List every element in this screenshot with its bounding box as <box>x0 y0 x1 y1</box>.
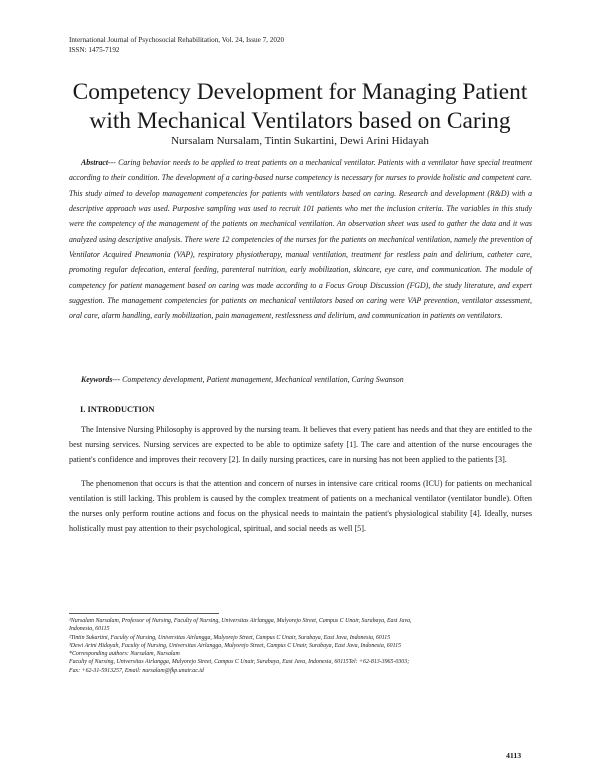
abstract-label: Abstract--- <box>81 158 116 167</box>
footnote-line: Indonesia, 60115 <box>69 626 110 633</box>
section-heading-introduction: I. INTRODUCTION <box>80 405 155 414</box>
abstract-text: Caring behavior needs to be applied to treat patients on a mechanical ventilator. Patients with a ventilator have special treatment according to their condition. The development of a caring-based nurse competency is necessary for nurses to provide holistic and competent care. This study aimed to develop management competencies for patients with ventilators based on caring. Research and development (R&D) with a descriptive approach was used. Purposive sampling was used to recruit 101 patients who met the inclusion criteria. The variables in this study were the competency of the management of the patients on mechanical ventilation. An observation sheet was used to gather the data and it was analyzed using descriptive analysis. There were 12 competencies of the nurses for the patients on mechanical ventilation, namely the prevention of Ventilator Acquired Pneumonia (VAP), respiratory physiotherapy, manual ventilation, treatment for restless pain and delirium, catheter care, promoting regular defecation, enteral feeding, parenteral nutrition, early mobilization, skincare, eye care, and communication. The module of competency for patient management based on caring was made according to a Focus Group Discussion (FGD), the study literature, and expert suggestion. The management competencies for patients on mechanical ventilators based on caring were VAP prevention, ventilator assessment, oral care, alarm handling, early mobilization, pain management, restlessness and delirium, and communication in patients on ventilators. <box>69 158 532 321</box>
footnote-divider <box>69 613 219 614</box>
page-number: 4113 <box>506 751 522 760</box>
introduction-body <box>69 422 532 544</box>
title-line-2: with Mechanical Ventilators based on Caring <box>89 107 511 134</box>
keywords-text: Competency development, Patient management, Mechanical ventilation, Caring Swanson <box>120 375 404 384</box>
footnote-line: ³Dewi Arini Hidayah, Faculty of Nursing, Universitas Airlangga, Mulyorejo Street, Campus C Unair, Surabaya, East Java, Indonesia, 60115 <box>69 642 402 649</box>
author-list: Nursalam Nursalam, Tintin Sukartini, Dewi Arini Hidayah <box>171 135 429 147</box>
footnote-line: ²Tintin Sukartini, Faculty of Nursing, Universitas Airlangga, Mulyorejo Street, Campus C Unair, Surabaya, East Java, Indonesia, 60115 <box>69 634 391 641</box>
title-line-1: Competency Development for Managing Patient <box>72 79 528 105</box>
journal-header <box>69 36 284 55</box>
paper-title <box>40 78 560 135</box>
body-paragraph: The phenomenon that occurs is that the attention and concern of nurses in intensive care critical rooms (ICU) for patients on mechanical ventilation is still lacking. This problem is caused by the complex treatment of patients on a mechanical ventilator (ventilator bundle). Often the nurses only perform routine actions and focus on the physical needs to maintain the patient's physiological stability [4]. Ideally, nurses holistically must pay attention to their psychological, spiritual, and social needs as well [5]. <box>69 478 532 534</box>
body-paragraph: The Intensive Nursing Philosophy is approved by the nursing team. It believes that every patient has needs and that they are entitled to the best nursing services. Nursing services are expected to be able to optimize safety [1]. The care and attention of the nurse encourages the patient's confidence and improves their recovery [2]. In daily nursing practices, care in nursing has not been applied to the patients [3]. <box>69 425 532 465</box>
issn: ISSN: 1475-7192 <box>69 45 120 54</box>
footnote-line: Fax: +62-31-5913257, Email: nursalam@fkp.unair.ac.id <box>69 667 204 674</box>
footnotes <box>69 617 532 675</box>
footnote-line: ¹Nursalam Nursalam, Professor of Nursing, Faculty of Nursing, Universitas Airlangga, Mulyorejo Street, Campus C Unair, Surabaya, East Java, <box>69 618 412 624</box>
keywords <box>81 374 532 385</box>
journal-citation: International Journal of Psychosocial Rehabilitation, Vol. 24, Issue 7, 2020 <box>69 36 285 44</box>
keywords-label: Keywords--- <box>81 375 121 384</box>
footnote-line: Faculty of Nursing, Universitas Airlangga, Mulyorejo Street, Campus C Unair, Surabaya, East Java, Indonesia, 60115Tel: +62-813-3965-0303; <box>69 659 410 666</box>
abstract <box>69 155 532 324</box>
footnote-line: *Corresponding authors: Nursalam, Nursalam <box>69 651 180 658</box>
